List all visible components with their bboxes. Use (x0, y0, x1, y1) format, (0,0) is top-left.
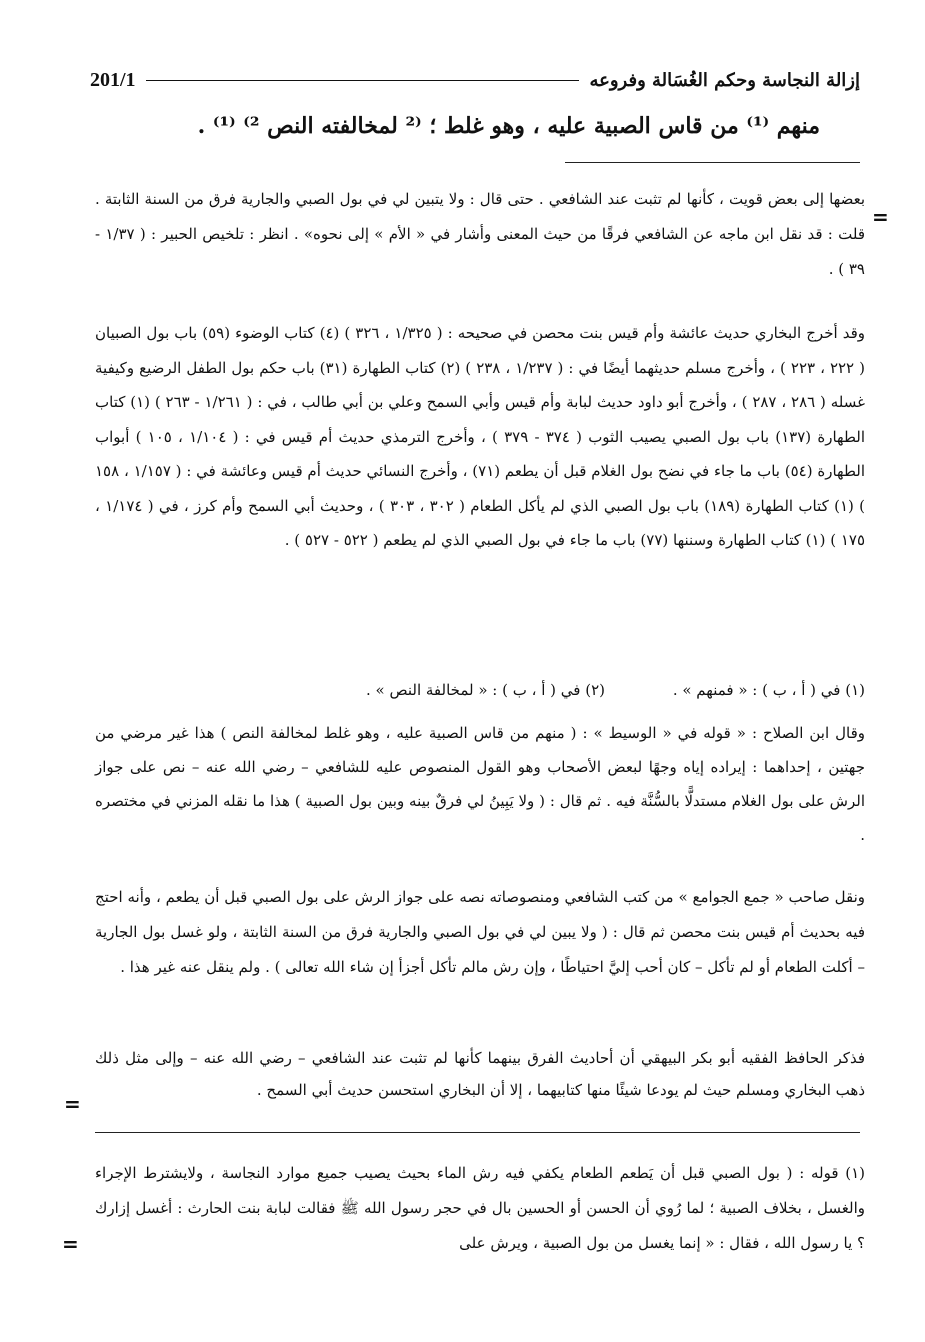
continuation-mark: = (872, 205, 889, 229)
variant-note: (١) في ( أ ، ب ) : « فمنهم » . (672, 681, 865, 699)
commentary-paragraph: وقد أخرج البخاري حديث عائشة وأم قيس بنت محصن في صحيحه : ( ١/٣٢٥ ، ٣٢٦ ) (٤) كتاب الوضوء (٥٩) باب بول الصبيان ( ٢٢٢ ، ٢٢٣ ) ، وأخرج مسلم حديثهما أيضًا في : ( ١/٢٣٧ ، ٢٣٨ ) (٢) كتاب الطهارة (٣١) باب حكم بول الطفل الرضيع وكيفية غسله ( ٢٨٦ ، ٢٨٧ ) ، وأخرج أبو داود حديث لبابة وأم قيس وأبي السمح وعلي بن أبي طالب ، في : ( ١/٢٦١ - ٢٦٣ ) (١) كتاب الطهارة (١٣٧) باب بول الصبي يصيب الثوب ( ٣٧٤ - ٣٧٩ ) ، وأخرج الترمذي حديث أم قيس في : ( ١/١٠٤ ، ١٠٥ ) أبواب الطهارة (٥٤) باب ما جاء في نضح بول الغلام قبل أن يطعم (٧١) ، وأخرج النسائي حديث أم قيس وعائشة في : ( ١/١٥٧ ، ١٥٨ ) (١) كتاب الطهارة (١٨٩) باب بول الصبي الذي لم يأكل الطعام ( ٣٠٢ ، ٣٠٣ ) ، وحديث أبي السمح وأم كرز ، في ( ١/١٧٤ ، ١٧٥ ) (١) كتاب الطهارة وسننها (٧٧) باب ما جاء في بول الصبي الذي لم يطعم ( ٥٢٢ - ٥٢٧ ) . (95, 324, 866, 549)
commentary-paragraph: ونقل صاحب « جمع الجوامع » من كتب الشافعي ومنصوصاته نصه على جواز الرش على بول الصبي قبل أن يطعم ، وأنه احتج فيه بحديث أم قيس بنت محصن ثم قال : ( ولا يبين لي في بول الصبي والجارية فرق من السنة الثابتة ، ولو غسل بول الجارية – أكلت الطعام أو لم تأكل – كان أحب إليَّ احتياطًا ، وإن رش مالم تأكل أجزأ إن شاء الله تعالى ) . ولم ينقل عنه غير هذا . (95, 888, 865, 976)
continuation-mark: = (62, 1232, 79, 1256)
header-rule (146, 80, 580, 81)
commentary-paragraph: بعضها إلى بعض قويت ، كأنها لم تثبت عند الشافعي . حتى قال : ولا يتبين لي في بول الصبي والجارية فرق من السنة الثابتة . قلت : قد نقل ابن ماجه عن الشافعي فرقًا من حيث المعنى وأشار في « الأم » إلى نحوه» . انظر : تلخيص الحبير : ( ١/٣٧ - ٣٩ ) . (95, 190, 865, 278)
main-text: منهم ⁽¹⁾ من قاس الصبية عليه ، وهو غلط ؛ ⁽² لمخالفته النص ²⁾ ⁽¹⁾ . (197, 113, 820, 139)
commentary-paragraph: فذكر الحافظ الفقيه أبو بكر البيهقي أن أحاديث الفرق بينهما كأنها لم تثبت عند الشافعي – رضي الله عنه – وإلى مثل ذلك ذهب البخاري ومسلم حيث لم يودعا شيئًا منها كتابيهما ، إلا أن البخاري استحسن حديث أبي السمح . (95, 1049, 865, 1099)
main-text-separator (565, 162, 860, 163)
commentary-paragraph: وقال ابن الصلاح : « قوله في « الوسيط » : ( منهم من قاس الصبية عليه ، وهو غلط لمخالفة النص ) هذا غير مرضي من جهتين ، إحداهما : إيراده إياه وجهًا لبعض الأصحاب وهو القول المنصوص عليه للشافعي – رضي الله عنه – نص على جواز الرش على بول الغلام مستدلًّا بالسُّنَّة فيه . ثم قال : ( ولا يَبِينُ لي فرقٌ بينه وبين بول الصبية ) هذا ما نقله المزني في مختصره . (95, 724, 865, 844)
page-number: 201/1 (90, 68, 136, 91)
variant-note: (٢) في ( أ ، ب ) : « لمخالفة النص » . (365, 681, 605, 699)
chapter-title: إزالة النجاسة وحكم الغُسَالة وفروعه (589, 69, 860, 91)
running-header (90, 62, 860, 98)
footnote-paragraph: (١) قوله : ( بول الصبي قبل أن يَطعم الطعام يكفي فيه رش الماء بحيث يصيب جميع موارد النجاسة ، ولايشترط الإجراء والغسل ، بخلاف الصبية ؛ لما رُوي أن الحسن أو الحسين بال في حجر رسول الله ﷺ فقالت لبابة بنت الحارث : أغسل إزارك ؟ يا رسول الله ، فقال : « إنما يغسل من بول الصبية ، ويرش على (95, 1164, 865, 1252)
continuation-mark: = (64, 1092, 81, 1116)
variant-notes (95, 678, 865, 702)
footnote-separator (95, 1132, 860, 1133)
